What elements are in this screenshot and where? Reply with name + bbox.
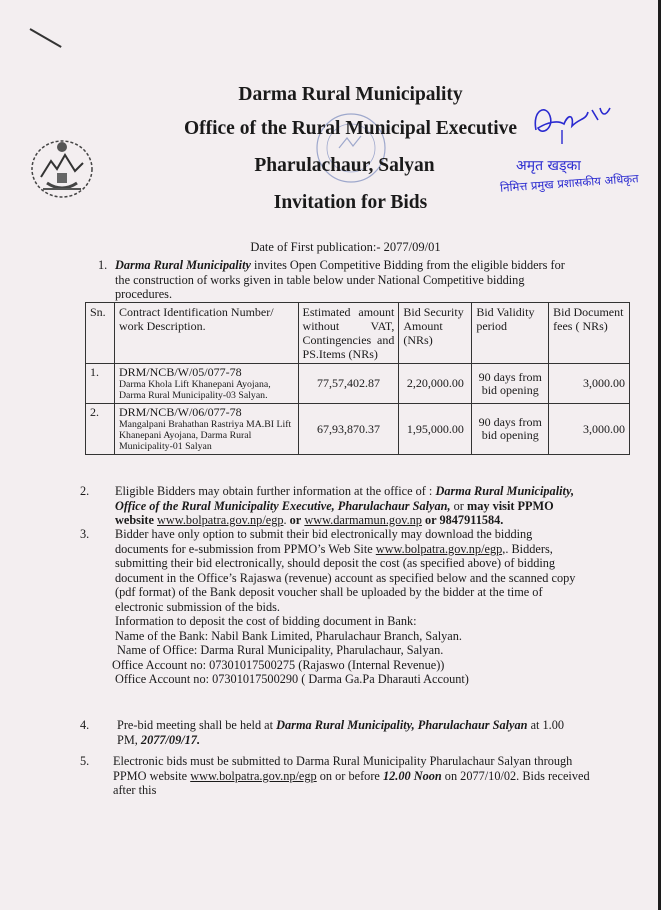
bid-table	[85, 302, 630, 455]
work-description: Darma Khola Lift Khanepani Ayojana, Darma Rural Municipality-03 Salyan.	[118, 379, 271, 401]
cell-security: 2,20,000.00	[399, 364, 472, 404]
item-3-body: . Bidders, submitting their bid electronically, should deposit the cost (as specified above) of bidding document in the Office’s Rajaswa (revenue) account as specified below and the scanned copy (pdf format) of the Bank deposit voucher shall be uploaded by the bidder at the time of electronic submission of the bids.	[115, 541, 576, 614]
cell-estimated: 77,57,402.87	[298, 364, 399, 404]
publication-date: Date of First publication:- 2077/09/01	[250, 240, 441, 254]
item-number: 3.	[80, 527, 90, 541]
signatory-name: अमृत खड्का	[516, 158, 581, 174]
prebid-date: 2077/09/17.	[140, 732, 201, 747]
bank-info-heading: Information to deposit the cost of bidding document in Bank:	[115, 614, 417, 628]
item-2-or: or	[450, 498, 467, 513]
item-2-or-bold: or	[289, 513, 302, 527]
item-1-text	[115, 258, 575, 302]
item-3-intro: Bidder have only option to submit their bid electronically may download the bidding documents for e-submission from PPMO’s Web Site	[115, 527, 533, 556]
item-2-sep: .	[283, 513, 290, 527]
col-header-doc-fee: Bid Document fees ( NRs)	[549, 303, 630, 364]
office-name-line: Name of Office: Darma Rural Municipality, Pharulachaur, Salyan.	[117, 643, 444, 657]
cell-sn: 2.	[86, 404, 115, 455]
cell-doc-fee: 3,000.00	[549, 364, 630, 404]
table-row	[86, 364, 630, 404]
item-number: 2.	[80, 484, 90, 498]
work-description: Mangalpani Brahathan Rastriya MA.BI Lift Khanepani Ayojana, Darma Rural Municipality-01 Salyan	[118, 419, 292, 452]
signatory-title: निमित्त प्रमुख प्रशासकीय अधिकृत	[499, 171, 640, 195]
contact-phone: or 9847911584.	[425, 513, 504, 527]
item-4-intro: Pre-bid meeting shall be held at	[117, 718, 277, 732]
col-header-estimated: Estimated amount without VAT, Contingencies and PS.Items (NRs)	[298, 303, 399, 364]
cell-doc-fee: 3,000.00	[549, 404, 630, 455]
bank-name: Name of the Bank: Nabil Bank Limited, Pharulachaur Branch, Salyan.	[115, 628, 462, 643]
account-dharauti: Office Account no: 07301017500290 ( Darma Ga.Pa Dharauti Account)	[115, 672, 469, 686]
item-number: 5.	[80, 754, 90, 768]
item-5-tail: on 2077/10/02. Bids received after this	[113, 768, 590, 797]
item-5-mid: on or before	[316, 768, 383, 783]
col-header-sn: Sn.	[86, 303, 115, 364]
bolpatra-link[interactable]: www.bolpatra.gov.np/egp	[157, 513, 284, 527]
prebid-venue: Darma Rural Municipality, Pharulachaur Salyan	[276, 718, 528, 732]
contract-id: DRM/NCB/W/05/077-78	[118, 365, 242, 379]
col-header-validity: Bid Validity period	[472, 303, 549, 364]
cell-description	[114, 364, 298, 404]
item-number: 1.	[98, 258, 108, 272]
contract-id: DRM/NCB/W/06/077-78	[118, 405, 242, 419]
item-2-text	[115, 484, 585, 528]
handwritten-signature	[528, 100, 618, 146]
office-address: Darma Rural Municipality, Office of the Rural Municipality Executive, Pharulachaur Salyan,	[115, 484, 575, 513]
table-row	[86, 404, 630, 455]
cell-estimated: 67,93,870.37	[298, 404, 399, 455]
col-header-security: Bid Security Amount (NRs)	[399, 303, 472, 364]
item-5-intro: Electronic bids must be submitted to Darma Rural Municipality Pharulachaur Salyan through PPMO website	[113, 754, 573, 783]
cell-description	[114, 404, 298, 455]
signature-block	[499, 100, 640, 200]
pen-mark	[30, 28, 62, 48]
office-name: Office of the Rural Municipal Executive	[183, 118, 518, 139]
item-2-website-note: may visit PPMO website	[115, 498, 554, 527]
item-3-text	[112, 527, 585, 687]
ppmo-link[interactable]: www.bolpatra.gov.np/egp,	[375, 541, 506, 556]
account-revenue: Office Account no: 07301017500275 (Rajaswo (Internal Revenue))	[112, 657, 445, 672]
prebid-time: at 1.00 PM,	[117, 718, 565, 747]
org-name: Darma Rural Municipality	[115, 258, 251, 272]
item-5-text	[113, 754, 593, 798]
cell-sn: 1.	[86, 364, 115, 404]
notice-title: Invitation for Bids	[273, 192, 428, 213]
cell-security: 1,95,000.00	[399, 404, 472, 455]
item-2-intro: Eligible Bidders may obtain further information at the office of :	[115, 484, 436, 498]
cell-validity: 90 days from bid opening	[472, 404, 549, 455]
cell-validity: 90 days from bid opening	[472, 364, 549, 404]
municipality-name: Darma Rural Municipality	[238, 84, 463, 105]
municipality-website-link[interactable]: www.darmamun.gov.np	[304, 513, 422, 527]
submission-link[interactable]: www.bolpatra.gov.np/egp	[190, 768, 317, 783]
item-4-text	[117, 718, 587, 747]
office-location: Pharulachaur, Salyan	[254, 155, 435, 176]
col-header-description: Contract Identification Number/ work Description.	[114, 303, 298, 364]
item-number: 4.	[80, 718, 90, 732]
item-1-body: invites Open Competitive Bidding from the eligible bidders for the construction of works given in table below under National Competitive bidding procedures.	[115, 258, 565, 301]
table-header-row	[86, 303, 630, 364]
deadline-time: 12.00 Noon	[382, 768, 442, 783]
